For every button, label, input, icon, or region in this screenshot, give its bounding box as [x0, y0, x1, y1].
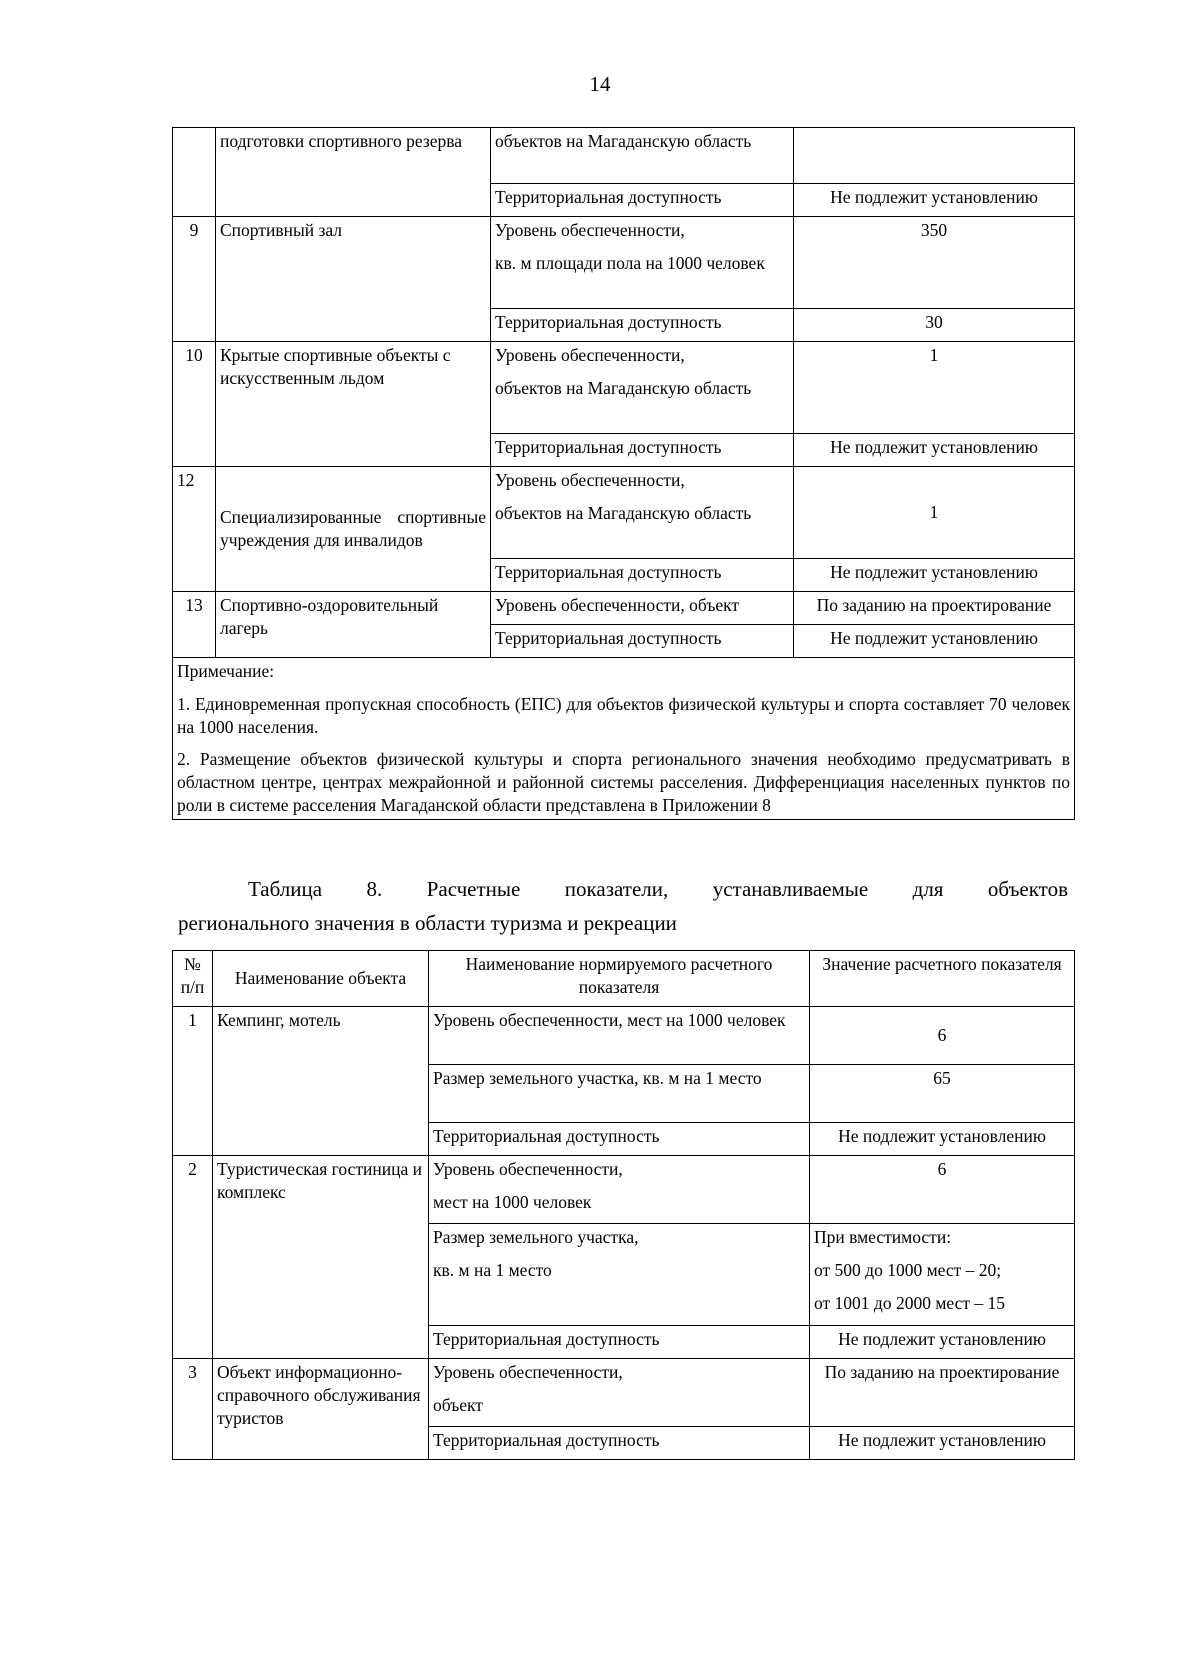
value-line: от 500 до 1000 мест – 20; — [814, 1259, 1002, 1280]
indicator-cell — [491, 467, 794, 559]
value-cell: Не подлежит установлению — [794, 184, 1075, 217]
indicator-line: кв. м на 1 место — [433, 1259, 552, 1280]
indicator-cell — [491, 217, 794, 309]
object-name: Крытые спортивные объекты с искусственным льдом — [216, 342, 491, 467]
note-item: 2. Размещение объектов физической культуры и спорта регионального значения необходимо предусматривать в областном центре, центрах межрайонной и районной системы расселения. Дифференциация населенных пунктов по роли в системе расселения Магаданской области представлена в Приложении 8 — [177, 749, 1070, 815]
indicator-cell: Территориальная доступность — [491, 434, 794, 467]
object-name: Объект информационно-справочного обслуживания туристов — [213, 1359, 429, 1460]
object-name: подготовки спортивного резерва — [216, 128, 491, 217]
row-number: 1 — [173, 1007, 213, 1156]
indicator-cell: Размер земельного участка, кв. м на 1 место — [429, 1065, 810, 1123]
header-name: Наименование объекта — [213, 951, 429, 1007]
value-cell: 1 — [794, 342, 1075, 434]
note-item: 1. Единовременная пропускная способность (ЕПС) для объектов физической культуры и спорта составляет 70 человек на 1000 населения. — [177, 693, 1070, 737]
tourism-objects-table — [172, 950, 1075, 1460]
row-number: 12 — [177, 470, 195, 490]
indicator-line: Уровень обеспеченности, — [495, 220, 685, 240]
sports-objects-table — [172, 127, 1075, 820]
indicator-cell — [429, 1359, 810, 1427]
indicator-cell: Уровень обеспеченности, мест на 1000 человек — [429, 1007, 810, 1065]
value-cell: 350 — [794, 217, 1075, 309]
indicator-line: Уровень обеспеченности, — [433, 1362, 623, 1382]
indicator-line: объектов на Магаданскую область — [495, 502, 752, 523]
object-name: Спортивный зал — [216, 217, 491, 342]
indicator-line: Уровень обеспеченности, — [433, 1159, 623, 1179]
indicator-cell: Территориальная доступность — [429, 1123, 810, 1156]
object-name: Кемпинг, мотель — [213, 1007, 429, 1156]
value-cell: 6 — [810, 1007, 1075, 1065]
indicator-cell — [491, 342, 794, 434]
value-cell: Не подлежит установлению — [794, 559, 1075, 592]
row-number: 2 — [173, 1156, 213, 1359]
header-indicator: Наименование нормируемого расчетного показателя — [429, 951, 810, 1007]
indicator-cell — [429, 1224, 810, 1326]
value-cell: 30 — [794, 309, 1075, 342]
row-number-cell — [173, 128, 216, 217]
indicator-cell: Территориальная доступность — [491, 184, 794, 217]
indicator-line: Уровень обеспеченности, — [495, 345, 685, 365]
value-line: При вместимости: — [814, 1227, 952, 1247]
table-caption — [178, 872, 1068, 940]
indicator-cell: Территориальная доступность — [429, 1427, 810, 1460]
row-number: 10 — [173, 342, 216, 467]
indicator-cell: Территориальная доступность — [491, 559, 794, 592]
header-num: № п/п — [173, 951, 213, 1007]
page-number: 14 — [589, 72, 611, 96]
row-number: 3 — [173, 1359, 213, 1460]
row-number: 9 — [173, 217, 216, 342]
value-cell: Не подлежит установлению — [794, 434, 1075, 467]
object-name: Спортивно-оздоровительный лагерь — [216, 592, 491, 658]
indicator-line: объектов на Магаданскую область — [495, 377, 752, 398]
value-cell: 1 — [794, 467, 1075, 559]
note-cell — [173, 658, 1075, 820]
indicator-cell — [429, 1156, 810, 1224]
note-title: Примечание: — [177, 661, 275, 681]
indicator-cell: Территориальная доступность — [491, 625, 794, 658]
indicator-cell: Территориальная доступность — [491, 309, 794, 342]
value-cell: Не подлежит установлению — [810, 1326, 1075, 1359]
indicator-cell: Уровень обеспеченности, объект — [491, 592, 794, 625]
value-cell: 65 — [810, 1065, 1075, 1123]
value-cell: По заданию на проектирование — [794, 592, 1075, 625]
indicator-line: Размер земельного участка, — [433, 1227, 639, 1247]
indicator-line: Уровень обеспеченности, — [495, 470, 685, 490]
value-cell: Не подлежит установлению — [810, 1123, 1075, 1156]
header-value: Значение расчетного показателя — [810, 951, 1075, 1007]
value-cell: Не подлежит установлению — [810, 1427, 1075, 1460]
row-number-cell — [173, 467, 216, 592]
indicator-cell: Территориальная доступность — [429, 1326, 810, 1359]
indicator-line: мест на 1000 человек — [433, 1191, 592, 1212]
value-cell — [810, 1224, 1075, 1326]
value-cell: Не подлежит установлению — [794, 625, 1075, 658]
value-cell — [794, 128, 1075, 184]
value-cell: По заданию на проектирование — [810, 1359, 1075, 1427]
indicator-cell: объектов на Магаданскую область — [491, 128, 794, 184]
indicator-line: кв. м площади пола на 1000 человек — [495, 252, 765, 273]
row-number: 13 — [173, 592, 216, 658]
value-cell: 6 — [810, 1156, 1075, 1224]
indicator-line: объект — [433, 1394, 483, 1415]
caption-line: Таблица 8. Расчетные показатели, устанавливаемые для объектов — [248, 877, 1068, 901]
object-name: Туристическая гостиница и комплекс — [213, 1156, 429, 1359]
value-line: от 1001 до 2000 мест – 15 — [814, 1292, 1006, 1313]
object-name: Специализированные спортивные учреждения для инвалидов — [216, 467, 491, 592]
caption-line: регионального значения в области туризма и рекреации — [178, 911, 677, 935]
